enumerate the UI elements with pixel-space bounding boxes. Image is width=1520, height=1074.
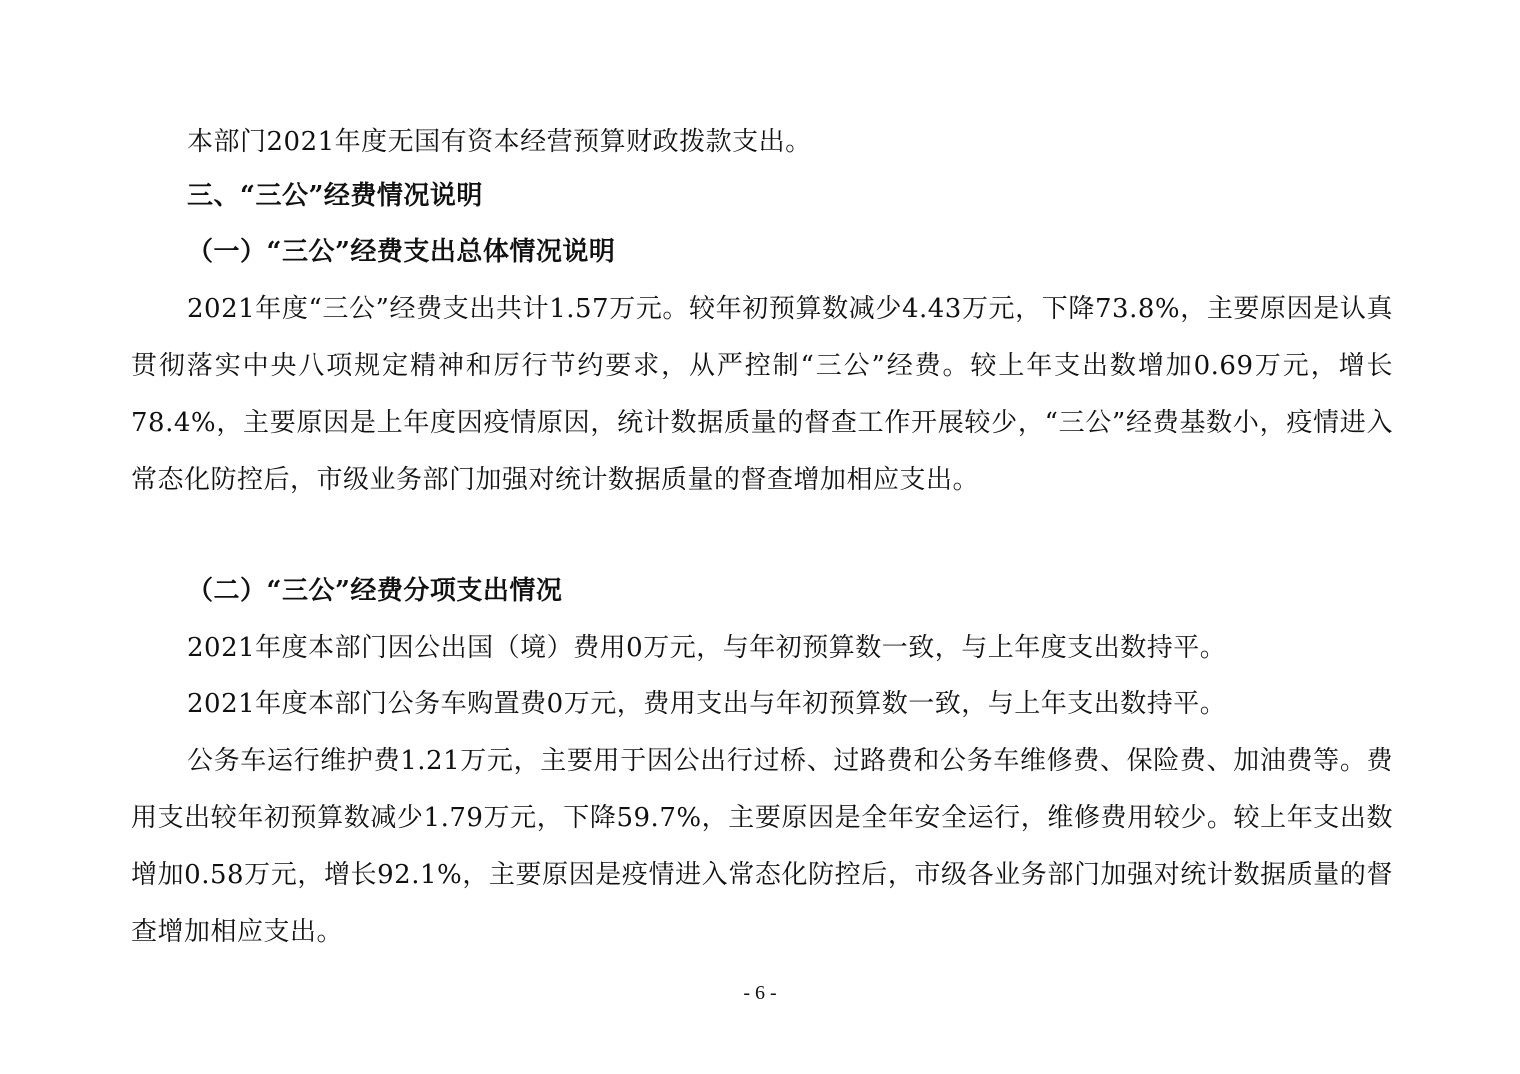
page-number: - 6 -	[743, 982, 777, 1004]
paragraph-overall-expenditure: 2021年度“三公”经费支出共计1.57万元。较年初预算数减少4.43万元，下降73.8%，主要原因是认真贯彻落实中央八项规定精神和厉行节约要求，从严控制“三公”经费。较上年支出数增加0.69万元，增长78.4%，主要原因是上年度因疫情原因，统计数据质量的督查工作开展较少，“三公”经费基数小，疫情进入常态化防控后，市级业务部门加强对统计数据质量的督查增加相应支出。	[131, 294, 1393, 495]
paragraph-abroad-expense: 2021年度本部门因公出国（境）费用0万元，与年初预算数一致，与上年度支出数持平。	[187, 633, 1227, 663]
subsection-heading-overall: （一）“三公”经费支出总体情况说明	[187, 237, 616, 267]
paragraph-intro: 本部门2021年度无国有资本经营预算财政拨款支出。	[187, 127, 812, 157]
paragraph-vehicle-operation: 公务车运行维护费1.21万元，主要用于因公出行过桥、过路费和公务车维修费、保险费、加油费等。费用支出较年初预算数减少1.79万元，下降59.7%，主要原因是全年安全运行，维修费用较少。较上年支出数增加0.58万元，增长92.1%，主要原因是疫情进入常态化防控后，市级各业务部门加强对统计数据质量的督查增加相应支出。	[131, 746, 1393, 947]
section-heading-three-public-expenses: 三、“三公”经费情况说明	[187, 181, 483, 211]
paragraph-vehicle-purchase: 2021年度本部门公务车购置费0万元，费用支出与年初预算数一致，与上年支出数持平。	[187, 689, 1227, 719]
subsection-heading-itemized: （二）“三公”经费分项支出情况	[187, 576, 563, 606]
